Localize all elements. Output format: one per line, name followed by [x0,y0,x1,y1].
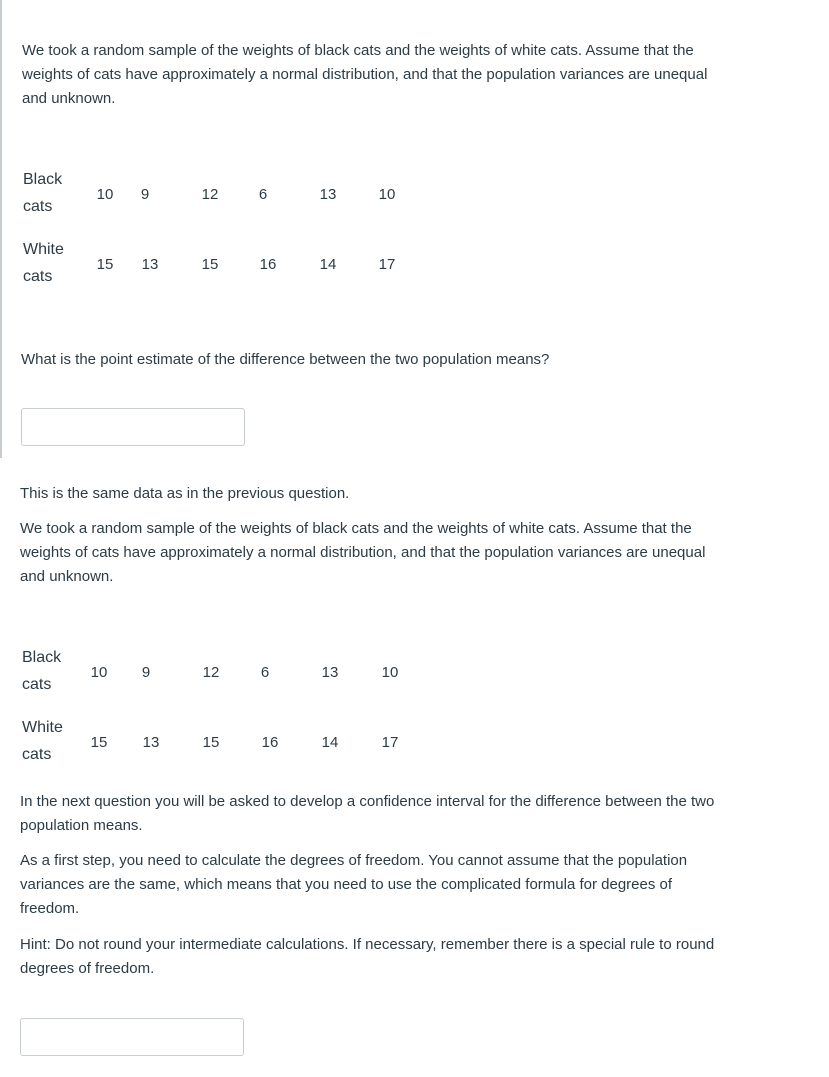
q2-black-value: 9 [141,664,151,681]
q2-black-value: 6 [260,664,270,681]
q1-black-value: 9 [140,186,150,203]
q1-white-value: 17 [378,256,396,273]
q1-black-value: 6 [258,186,268,203]
q2-black-value: 10 [381,664,399,681]
q1-black-value: 10 [96,186,114,203]
q2-black-value: 13 [321,664,339,681]
q1-black-label-line2: cats [23,198,53,215]
q2-first-step-text: As a first step, you need to calculate the degrees of freedom. You cannot assume that the population variances are the same, which means that you need to use the complicated formula for degrees of freedom. [20,852,688,917]
q1-white-cats-label [23,236,64,290]
q2-white-value: 17 [381,734,399,751]
q2-note-text: This is the same data as in the previous question. [20,485,350,502]
q2-white-label-line2: cats [22,746,52,763]
q2-black-label-line2: cats [22,676,52,693]
q2-white-value: 15 [90,734,108,751]
q2-white-value: 16 [261,734,279,751]
q1-black-label-line1: Black [23,171,63,188]
q1-white-label-line2: cats [23,268,53,285]
q2-black-value: 12 [202,664,220,681]
q1-white-value: 14 [319,256,337,273]
q2-black-label-line1: Black [22,649,62,666]
q1-white-value: 16 [259,256,277,273]
q2-answer-input[interactable] [20,1018,244,1056]
q2-black-value: 10 [90,664,108,681]
q2-white-cats-label [22,714,63,768]
q1-black-cats-label [23,166,62,220]
q1-black-value: 13 [319,186,337,203]
q1-black-value: 10 [378,186,396,203]
q2-white-value: 13 [142,734,160,751]
q2-white-value: 14 [321,734,339,751]
q1-question-text: What is the point estimate of the difference between the two population means? [21,351,550,368]
q2-intro-text: We took a random sample of the weights of black cats and the weights of white cats. Assume that the weights of cats have approximately a normal distribution, and that the population variances are unequal and unknown. [20,520,706,585]
q1-white-label-line1: White [23,241,64,258]
q1-white-value: 15 [96,256,114,273]
q2-white-label-line1: White [22,719,63,736]
q2-next-question-text: In the next question you will be asked to develop a confidence interval for the difference between the two population means. [20,793,715,834]
q1-answer-input[interactable] [21,408,245,446]
q1-white-value: 15 [201,256,219,273]
q1-black-value: 12 [201,186,219,203]
q2-white-value: 15 [202,734,220,751]
q1-white-value: 13 [141,256,159,273]
q2-black-cats-label [22,644,61,698]
q2-hint-text: Hint: Do not round your intermediate calculations. If necessary, remember there is a special rule to round degrees of freedom. [20,936,715,977]
q1-intro-text: We took a random sample of the weights of black cats and the weights of white cats. Assume that the weights of cats have approximately a normal distribution, and that the population variances are unequal and unknown. [22,42,708,107]
